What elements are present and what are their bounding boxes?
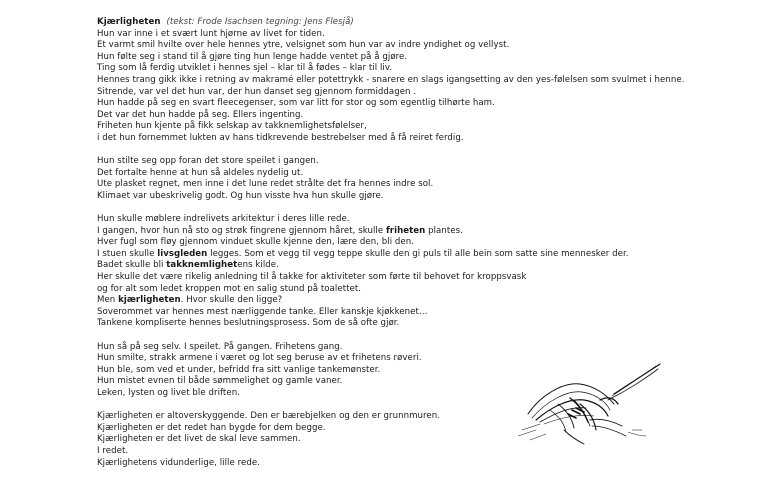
keyword-takknemlighet: takknemlighet xyxy=(166,260,238,271)
paragraph-3 xyxy=(97,214,697,330)
paragraph-1 xyxy=(97,29,697,145)
text-run: Badet skulle bli xyxy=(97,260,167,271)
text-line: Et varmt smil hvilte over hele hennes ytre, velsignet som hun var av indre yndighet og vellyst. xyxy=(97,40,510,51)
text-line: I redet. xyxy=(97,445,129,456)
text-line: Hun skulle møblere indrelivets arkitektur i deres lille rede. xyxy=(97,214,350,225)
text-run: legges. Som et vegg til vegg teppe skulle den gi puls til alle bein som satte sine mennesker der. xyxy=(207,248,629,259)
text-run: I gangen, hvor hun nå sto og strøk fingrene gjennom håret, skulle xyxy=(97,225,386,236)
text-line: Sitrende, var vel det hun var, der hun danset seg gjennom formiddagen . xyxy=(97,86,417,97)
author-credit: (tekst: Frode Isachsen tegning: Jens Flesjå) xyxy=(166,17,354,27)
text-line: Tankene kompliserte hennes beslutningsprosess. Som de så ofte gjør. xyxy=(97,318,400,329)
text-line: Kjærligheten er altoverskyggende. Den er bærebjelken og den er grunnmuren. xyxy=(97,411,441,422)
text-line: Ting som lå ferdig utviklet i hennes sjel – klar til å fødes – klar til liv. xyxy=(97,63,393,74)
text-line xyxy=(97,295,697,307)
poem-title: Kjærligheten xyxy=(97,17,161,27)
text-run: . Hvor skulle den ligge? xyxy=(180,295,283,306)
text-line: Hun var inne i et svært lunt hjørne av livet for tiden. xyxy=(97,28,325,39)
text-run: I stuen skulle xyxy=(97,248,158,259)
text-line: Leken, lysten og livet ble driften. xyxy=(97,388,240,398)
text-line: Hun følte seg i stand til å gjøre ting hun lenge hadde ventet på å gjøre. xyxy=(97,51,408,62)
text-line xyxy=(97,260,697,272)
text-run: Men xyxy=(97,295,119,306)
text-line: Kjærligheten er det redet han bygde for dem begge. xyxy=(97,422,326,433)
text-line: og for alt som ledet kroppen mot en salig stund på toalettet. xyxy=(97,283,362,294)
keyword-livsgleden: livsgleden xyxy=(157,248,208,259)
paragraph-2 xyxy=(97,156,697,202)
text-line: Her skulle det være rikelig anledning til å takke for aktiviteter som førte til behovet for kroppsvask xyxy=(97,272,527,283)
text-line: Soverommet var hennes mest nærliggende tanke. Eller kanskje kjøkkenet… xyxy=(97,306,428,317)
text-line: Hennes trang gikk ikke i retning av makramé eller potettrykk - snarere en slags igangsetting av den yes-følelsen som svulmet i henne. xyxy=(97,74,685,85)
text-run: plantes. xyxy=(425,225,463,236)
text-line: Friheten hun kjente på fikk selskap av takknemlighetsfølelser, xyxy=(97,121,367,132)
text-line: Kjærligheten er det livet de skal leve sammen. xyxy=(97,434,301,445)
text-line: Klimaet var ubeskrivelig godt. Og hun visste hva hun skulle gjøre. xyxy=(97,190,384,201)
text-line: Hun stilte seg opp foran det store speilet i gangen. xyxy=(97,156,319,167)
text-line: Hun hadde på seg en svart fleecegenser, som var litt for stor og som egentlig tilhørte ham. xyxy=(97,98,495,109)
text-line: i det hun fornemmet lukten av hans tidkrevende bestrebelser med å få reiret ferdig. xyxy=(97,132,464,143)
keyword-kjaerligheten: kjærligheten xyxy=(118,295,181,306)
text-line: Hun smilte, strakk armene i været og lot seg beruse av et frihetens røveri. xyxy=(97,353,422,364)
text-line: Det fortalte henne at hun så aldeles nydelig ut. xyxy=(97,167,304,178)
ink-sketch-illustration xyxy=(510,360,665,450)
text-run: ens kilde. xyxy=(237,260,279,271)
text-line xyxy=(97,226,697,238)
text-line: Hun så på seg selv. I speilet. På gangen. Frihetens gang. xyxy=(97,341,343,352)
heading-line xyxy=(97,17,697,29)
text-line: Hun ble, som ved et under, befridd fra sitt vanlige tankemønster. xyxy=(97,364,381,375)
text-line: Det var det hun hadde på seg. Ellers ingenting. xyxy=(97,109,304,120)
text-line: Hun mistet evnen til både sømmelighet og gamle vaner. xyxy=(97,376,343,387)
keyword-friheten: friheten xyxy=(386,225,426,236)
text-line: Hver fugl som fløy gjennom vinduet skulle kjenne den, lære den, bli den. xyxy=(97,237,415,248)
text-line: Ute plasket regnet, men inne i det lune redet strålte det fra hennes indre sol. xyxy=(97,179,434,190)
text-line: Kjærlighetens vidunderlige, lille rede. xyxy=(97,457,260,468)
text-line xyxy=(97,249,697,261)
